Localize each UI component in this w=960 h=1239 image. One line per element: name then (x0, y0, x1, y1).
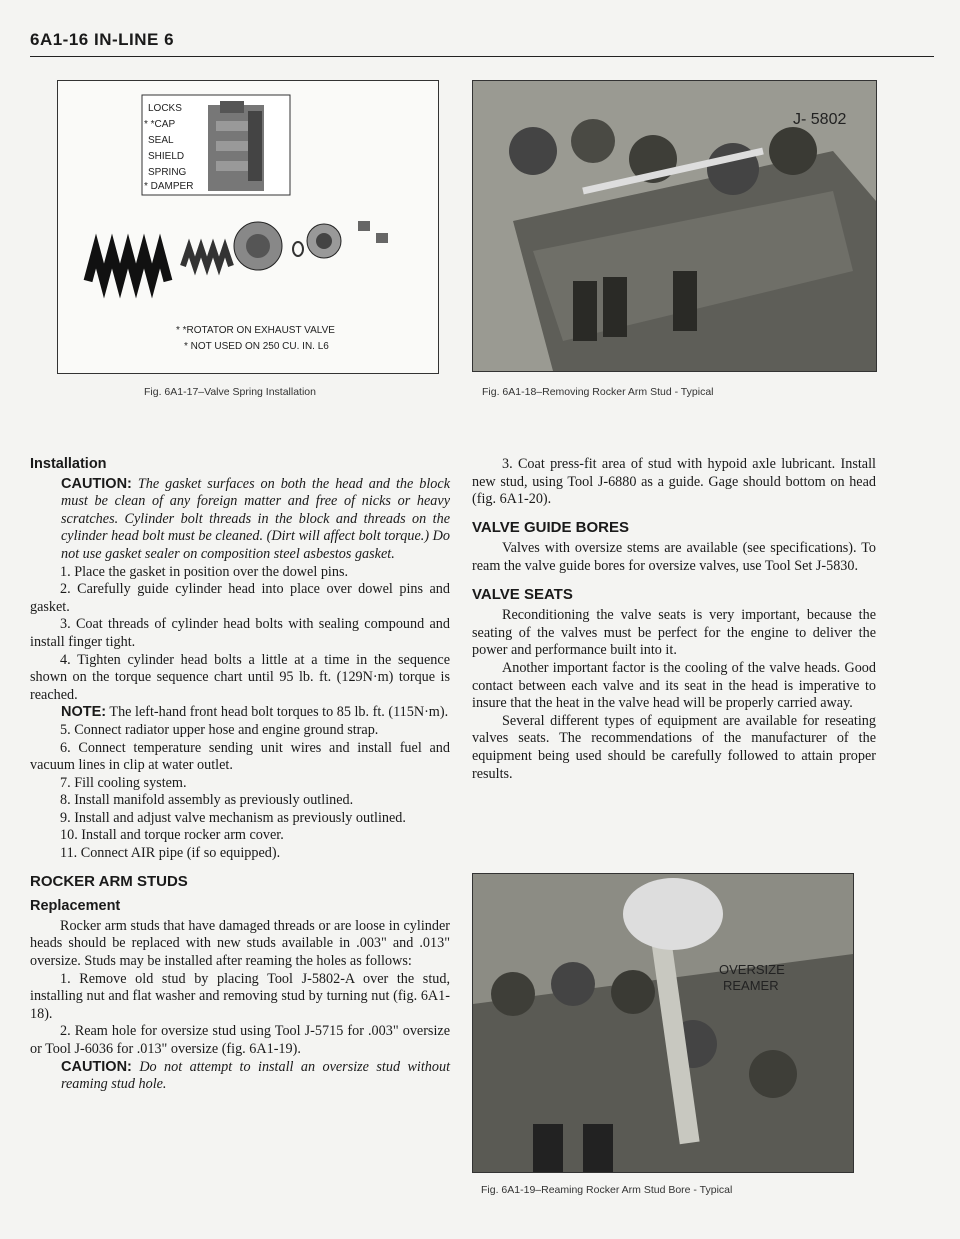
replacement-heading: Replacement (30, 898, 121, 915)
note-rotator: * *ROTATOR ON EXHAUST VALVE (176, 325, 335, 336)
label-cap: * *CAP (144, 119, 176, 130)
label-spring: SPRING (148, 167, 187, 178)
install-step: 10. Install and torque rocker arm cover. (60, 827, 284, 844)
rocker-arm-studs-heading: ROCKER ARM STUDS (30, 872, 188, 890)
page-header: 6A1-16 IN-LINE 6 (30, 30, 175, 49)
label-locks: LOCKS (148, 103, 182, 114)
left-column (30, 456, 450, 1094)
install-step: 7. Fill cooling system. (60, 774, 187, 791)
caution2-label: CAUTION: (61, 1058, 132, 1075)
label-seal: SEAL (148, 135, 174, 146)
install-step: 4. Tighten cylinder head bolts a little at a time in the sequence shown on the torque sequence chart until 95 lb. ft. (129N·m) torque is reached. (30, 651, 450, 703)
note-paragraph (30, 704, 450, 722)
figure-valve-spring (57, 80, 439, 374)
tool-label-reamer: REAMER (723, 978, 779, 993)
valve-guide-text: Valves with oversize stems are available (see specifications). To ream the valve guide bores for oversize valves, use Tool Set J-5830. (472, 540, 876, 574)
tool-label-j5802: J- 5802 (793, 111, 847, 128)
right-column (472, 456, 876, 783)
valve-seats-p1: Reconditioning the valve seats is very important, because the seating of the valves must be perfect for the engine to deliver the power and performance built into it. (472, 607, 876, 659)
install-step: 8. Install manifold assembly as previously outlined. (60, 792, 354, 809)
valve-seats-heading: VALVE SEATS (472, 585, 573, 603)
install-step: 9. Install and adjust valve mechanism as previously outlined. (60, 809, 406, 826)
install-step: 6. Connect temperature sending unit wires and install fuel and vacuum lines in clip at water outlet. (30, 739, 450, 774)
note-text: The left-hand front head bolt torques to 85 lb. ft. (115N·m). (109, 704, 449, 721)
caption-fig17: Fig. 6A1-17–Valve Spring Installation (144, 386, 316, 398)
caution-paragraph (30, 476, 450, 564)
figure-removing-stud (472, 80, 877, 372)
replacement-step: 1. Remove old stud by placing Tool J-5802-A over the stud, installing nut and flat washer and removing stud by turning nut (fig. 6A1-18). (30, 970, 450, 1022)
header-rule (30, 56, 934, 57)
label-damper: * DAMPER (144, 181, 194, 192)
reaming-photo (473, 874, 853, 1172)
figure-reaming-stud (472, 873, 854, 1173)
caution-text: The gasket surfaces on both the head and the block must be clean of any foreign matter and free of nicks or heavy scratches. Cylinder bolt threads in the block and threads on the cylinder head bolt must be cleaned. (Dirt will affect bolt torque.) Do not use gasket sealer on composition steel asbestos gasket. (61, 475, 450, 562)
label-shield: SHIELD (148, 151, 185, 162)
install-step: 11. Connect AIR pipe (if so equipped). (60, 845, 281, 862)
valve-seats-p2: Another important factor is the cooling of the valve heads. Good contact between each valve and its seat in the head is imperative to insure that the heat in the valve head will be properly carried away. (472, 659, 876, 712)
caution2-paragraph (30, 1059, 450, 1094)
note-label: NOTE: (61, 704, 107, 721)
caption-fig18: Fig. 6A1-18–Removing Rocker Arm Stud - Typical (482, 386, 714, 398)
caution2-text: Do not attempt to install an oversize stud without reaming stud hole. (61, 1058, 451, 1093)
spring-coil (88, 251, 168, 281)
caution-label: CAUTION: (61, 475, 132, 492)
valve-guide-bores-heading: VALVE GUIDE BORES (472, 518, 629, 536)
caption-fig19: Fig. 6A1-19–Reaming Rocker Arm Stud Bore - Typical (481, 1184, 733, 1196)
note-not-used: * NOT USED ON 250 CU. IN. L6 (184, 341, 329, 352)
installation-heading: Installation (30, 456, 107, 472)
install-step: 5. Connect radiator upper hose and engine ground strap. (60, 721, 379, 738)
install-step: 1. Place the gasket in position over the dowel pins. (60, 563, 349, 580)
damper-coil (183, 248, 231, 266)
replacement-step: 2. Ream hole for oversize stud using Tool J-5715 for .003" oversize or Tool J-6036 for .013" oversize (fig. 6A1-19). (30, 1023, 450, 1057)
replacement-text: Rocker arm studs that have damaged threads or are loose in cylinder heads should be replaced with new studs available in .003" and .013" oversize. Studs may be installed after reaming the holes as follows: (30, 917, 450, 970)
install-step: 3. Coat threads of cylinder head bolts with sealing compound and install finger tight. (30, 616, 450, 650)
replacement-step-3: 3. Coat press-fit area of stud with hypoid axle lubricant. Install new stud, using Tool J-6880 as a guide. Gage should bottom on head (fig. 6A1-20). (472, 456, 876, 508)
tool-label-oversize: OVERSIZE (719, 962, 785, 977)
valve-seats-p3: Several different types of equipment are available for reseating valves seats. The recommendations of the manufacturer of the equipment being used should be carefully followed to attain proper results. (472, 712, 876, 782)
install-step: 2. Carefully guide cylinder head into place over dowel pins and gasket. (30, 581, 450, 615)
